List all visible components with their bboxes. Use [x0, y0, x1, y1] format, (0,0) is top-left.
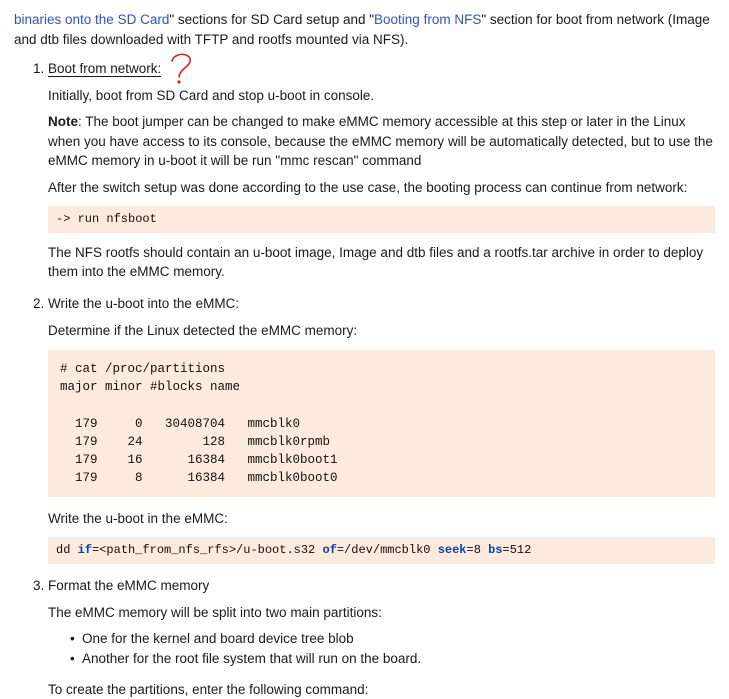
step1-trailing: The NFS rootfs should contain an u-boot image, Image and dtb files and a rootfs.tar archive in order to deploy them into the eMMC memory. — [48, 244, 704, 280]
dd-part-3: of — [322, 542, 337, 557]
step1-note — [48, 112, 715, 171]
partition-bullets — [48, 629, 715, 670]
note-label: Note — [48, 114, 78, 130]
code-line-5: 179 16 16384 mmcblk0boot1 — [60, 452, 338, 467]
link-booting-from-nfs[interactable]: Booting from NFS — [374, 12, 482, 27]
step-item-write-uboot — [48, 294, 715, 564]
dd-part-4: =/dev/mmcblk0 — [336, 542, 438, 557]
list-item: • Another for the root file system that will run on the board. — [70, 649, 715, 669]
code-line-3: 179 0 30408704 mmcblk0 — [60, 416, 301, 431]
dd-part-7: bs — [488, 542, 503, 557]
code-block-run-nfsboot: -> run nfsboot — [48, 206, 715, 233]
steps-list — [14, 59, 715, 699]
code-line-6: 179 8 16384 mmcblk0boot0 — [60, 470, 338, 485]
step2-paragraph-1: Determine if the Linux detected the eMMC memory: — [48, 322, 358, 338]
code-block-proc-partitions — [48, 350, 715, 497]
note-text: : The boot jumper can be changed to make eMMC memory accessible at this step or later in the Linux when you have access to its console, because the eMMC memory will be automatically detected, but to use the eMMC memory in u-boot it will be run "mmc rescan" command — [48, 114, 713, 169]
step-heading-boot-from-network: Boot from network: — [48, 61, 162, 77]
step3-paragraph-1: The eMMC memory will be split into two main partitions: — [48, 604, 382, 620]
code-block-dd-command — [48, 537, 715, 564]
code-line-0: # cat /proc/partitions — [60, 362, 226, 377]
intro-text-2: " section for boot from network (Image and dtb files downloaded with TFTP and rootfs mounted via NFS). — [14, 12, 710, 47]
intro-text-1: " sections for SD Card setup and " — [169, 12, 375, 27]
dd-part-5: seek — [437, 542, 467, 557]
step-item-format-emmc — [48, 576, 715, 699]
step-item-boot-from-network — [48, 59, 715, 282]
step2-trailing: Write the u-boot in the eMMC: — [48, 511, 228, 527]
step1-after-note: After the switch setup was done according to the use case, the booting process can continue from network: — [48, 179, 688, 195]
list-item: • One for the kernel and board device tree blob — [70, 629, 715, 649]
step3-trailing: To create the partitions, enter the following command: — [48, 681, 369, 697]
intro-paragraph — [14, 10, 715, 49]
step-heading-format-emmc: Format the eMMC memory — [48, 577, 210, 593]
red-question-mark-annotation-icon — [166, 51, 206, 87]
dd-part-1: if — [77, 542, 93, 557]
code-line-1: major minor #blocks name — [60, 380, 241, 395]
step-heading-wrapper — [48, 59, 161, 79]
dd-part-2: =<path_from_nfs_rfs>/u-boot.s32 — [92, 542, 323, 557]
dd-part-6: =8 — [466, 542, 489, 557]
link-binaries-onto-sd-card[interactable]: binaries onto the SD Card — [14, 12, 170, 27]
step-heading-write-uboot: Write the u-boot into the eMMC: — [48, 296, 240, 312]
code-line-4: 179 24 128 mmcblk0rpmb — [60, 434, 331, 449]
step1-paragraph-1: Initially, boot from SD Card and stop u-boot in console. — [48, 87, 375, 103]
dd-part-0: dd — [56, 542, 78, 557]
dd-part-8: =512 — [502, 542, 532, 557]
